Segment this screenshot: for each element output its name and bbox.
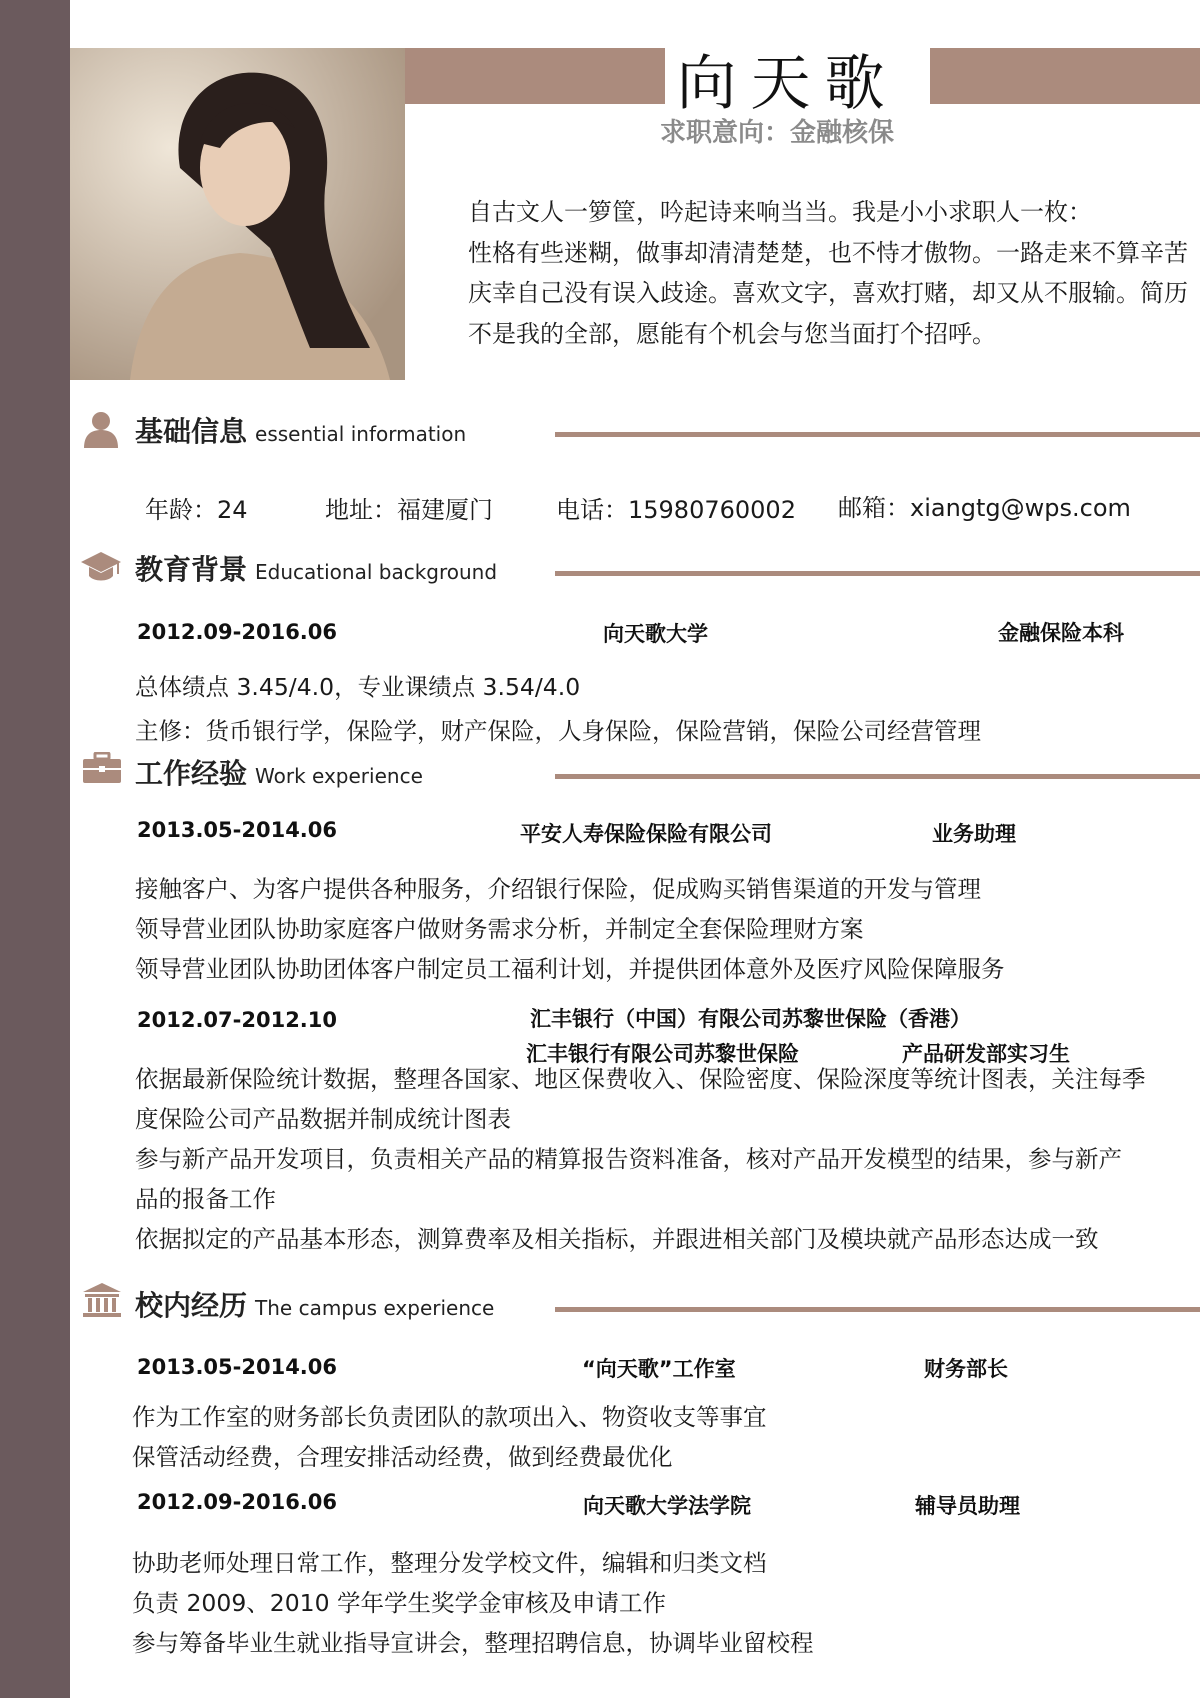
- section-divider: [555, 571, 1200, 576]
- campus2-org: 向天歌大学法学院: [583, 1494, 751, 1518]
- job1-date: 2013.05-2014.06: [137, 818, 338, 842]
- section-title-campus: [135, 1284, 494, 1324]
- job2-role: 产品研发部实习生: [902, 1042, 1070, 1066]
- job2-duty: 依据最新保险统计数据，整理各国家、地区保费收入、保险密度、保险深度等统计图表，关注每季: [135, 1065, 1146, 1093]
- campus2-duty: 参与筹备毕业生就业指导宣讲会，整理招聘信息，协调毕业留校程: [132, 1629, 814, 1657]
- section-title-en: essential information: [255, 422, 467, 446]
- job-intent: 求职意向：金融核保: [660, 118, 895, 148]
- job1-duty: 接触客户、为客户提供各种服务，介绍银行保险，促成购买销售渠道的开发与管理: [135, 875, 981, 903]
- intro-line: 自古文人一箩筐，吟起诗来响当当。我是小小求职人一枚：: [468, 198, 1092, 226]
- section-divider: [555, 774, 1200, 779]
- section-title-cn: 校内经历: [135, 1289, 248, 1322]
- job2-duty: 参与新产品开发项目，负责相关产品的精算报告资料准备，核对产品开发模型的结果，参与新产: [135, 1145, 1122, 1173]
- job1-duty: 领导营业团队协助团体客户制定员工福利计划，并提供团体意外及医疗风险保障服务: [135, 955, 1005, 983]
- section-title-cn: 工作经验: [135, 757, 248, 790]
- address-field: 地址：福建厦门: [325, 496, 493, 524]
- campus1-role: 财务部长: [924, 1357, 1008, 1381]
- edu-date: 2012.09-2016.06: [137, 620, 338, 644]
- header-bar-left: [405, 48, 665, 104]
- campus2-role: 辅导员助理: [915, 1494, 1020, 1518]
- job1-duty: 领导营业团队协助家庭客户做财务需求分析，并制定全套保险理财方案: [135, 915, 864, 943]
- graduation-cap-icon: [80, 550, 122, 584]
- section-title-en: The campus experience: [255, 1296, 495, 1320]
- campus1-org: “向天歌”工作室: [582, 1357, 736, 1381]
- intro-line: 性格有些迷糊，做事却清清楚楚，也不恃才傲物。一路走来不算辛苦: [468, 238, 1188, 267]
- campus2-duty: 协助老师处理日常工作，整理分发学校文件，编辑和归类文档: [132, 1549, 767, 1577]
- person-icon: [82, 410, 120, 448]
- job2-date: 2012.07-2012.10: [137, 1008, 338, 1032]
- briefcase-icon: [82, 752, 122, 784]
- section-title-cn: 基础信息: [135, 415, 248, 448]
- section-title-cn: 教育背景: [135, 553, 248, 586]
- job2-duty: 依据拟定的产品基本形态，测算费率及相关指标，并跟进相关部门及模块就产品形态达成一致: [135, 1225, 1099, 1253]
- left-sidebar-band: [0, 0, 70, 1698]
- campus2-duty: 负责 2009、2010 学年学生奖学金审核及申请工作: [132, 1589, 667, 1617]
- section-title-en: Work experience: [255, 764, 423, 788]
- job2-company-alt: 汇丰银行有限公司苏黎世保险: [526, 1042, 799, 1066]
- campus-building-icon: [82, 1282, 122, 1318]
- campus2-date: 2012.09-2016.06: [137, 1490, 338, 1514]
- section-divider: [555, 1307, 1200, 1312]
- job1-role: 业务助理: [932, 822, 1016, 846]
- edu-school: 向天歌大学: [603, 622, 708, 646]
- section-title-work: [135, 752, 423, 792]
- campus1-duty: 保管活动经费，合理安排活动经费，做到经费最优化: [132, 1443, 673, 1471]
- edu-courses: 主修：货币银行学，保险学，财产保险，人身保险，保险营销，保险公司经营管理: [135, 717, 981, 745]
- campus1-date: 2013.05-2014.06: [137, 1355, 338, 1379]
- email-field: 邮箱：xiangtg@wps.com: [838, 494, 1131, 522]
- campus1-duty: 作为工作室的财务部长负责团队的款项出入、物资收支等事宜: [132, 1403, 767, 1431]
- edu-gpa: 总体绩点 3.45/4.0，专业课绩点 3.54/4.0: [135, 673, 581, 701]
- job1-company: 平安人寿保险保险有限公司: [520, 822, 772, 846]
- section-title-education: [135, 548, 497, 588]
- self-introduction: [468, 192, 1188, 354]
- section-title-en: Educational background: [255, 560, 498, 584]
- phone-field: 电话：15980760002: [556, 496, 796, 524]
- section-divider: [555, 432, 1200, 437]
- job2-duty: 品的报备工作: [135, 1185, 276, 1213]
- header-bar-right: [930, 48, 1200, 104]
- edu-degree: 金融保险本科: [998, 621, 1124, 645]
- candidate-name: 向天歌: [676, 49, 899, 119]
- job2-duty: 度保险公司产品数据并制成统计图表: [135, 1105, 511, 1133]
- section-title-basic: [135, 410, 466, 450]
- intro-line: 庆幸自己没有误入歧途。喜欢文字，喜欢打赌，却又从不服输。简历: [468, 279, 1188, 307]
- profile-photo: [70, 48, 405, 380]
- intro-line: 不是我的全部，愿能有个机会与您当面打个招呼。: [468, 319, 996, 348]
- age-field: 年龄：24: [145, 496, 248, 524]
- job2-company: 汇丰银行（中国）有限公司苏黎世保险（香港）: [530, 1007, 971, 1031]
